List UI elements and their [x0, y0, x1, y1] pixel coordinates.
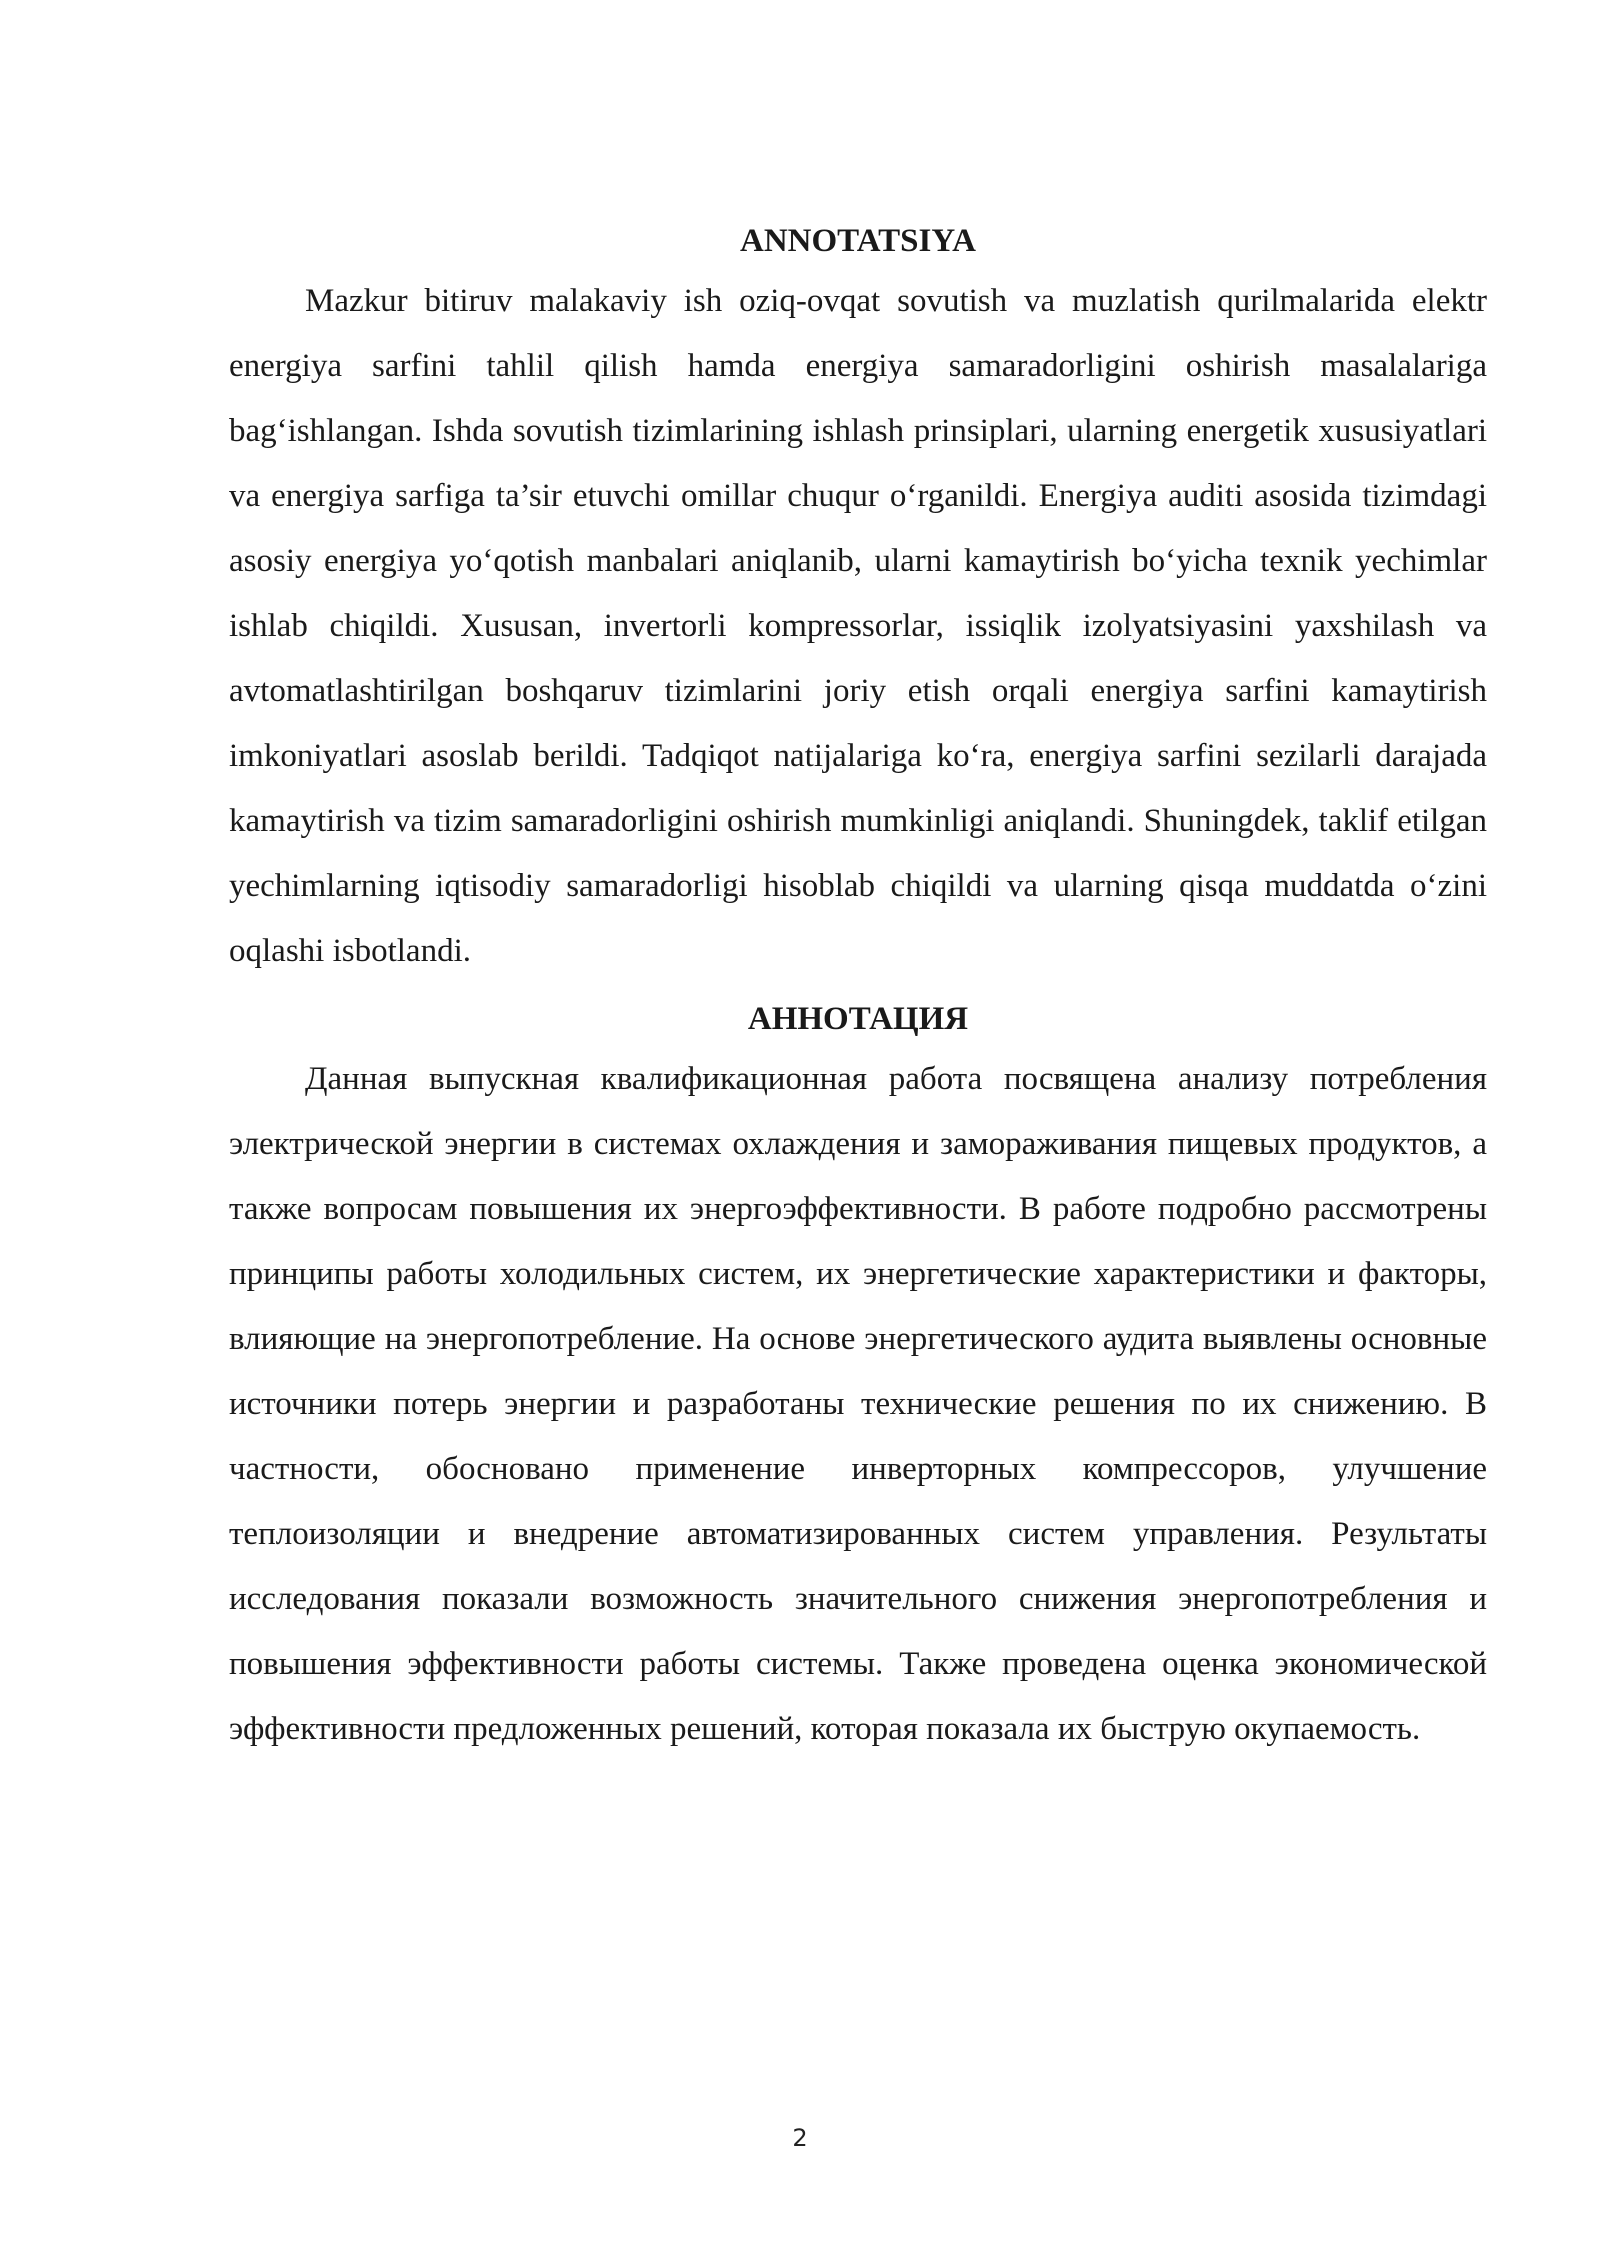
section-body-annotatsiya: Mazkur bitiruv malakaviy ish oziq-ovqat sovutish va muzlatish qurilmalarida elektr energiya sarfini tahlil qilish hamda energiya samaradorligini oshirish masalalariga bag‘ishlangan. Ishda sovutish tizimlarining ishlash prinsiplari, ularning energetik xususiyatlari va energiya sarfiga ta’sir etuvchi omillar chuqur o‘rganildi. Energiya auditi asosida tizimdagi asosiy energiya yo‘qotish manbalari aniqlanib, ularni kamaytirish bo‘yicha texnik yechimlar ishlab chiqildi. Xususan, invertorli kompressorlar, issiqlik izolyatsiyasini yaxshilash va avtomatlashtirilgan boshqaruv tizimlarini joriy etish orqali energiya sarfini kamaytirish imkoniyatlari asoslab berildi. Tadqiqot natijalariga ko‘ra, energiya sarfini sezilarli darajada kamaytirish va tizim samaradorligini oshirish mumkinligi aniqlandi. Shuningdek, taklif etilgan yechimlarning iqtisodiy samaradorligi hisoblab chiqildi va ularning qisqa muddatda o‘zini oqlashi isbotlandi.: [229, 283, 1487, 969]
page-number: 2: [792, 2124, 808, 2152]
section-body-annotatsiya-russian: Данная выпускная квалификационная работа посвящена анализу потребления электрической энергии в системах охлаждения и замораживания пищевых продуктов, а также вопросам повышения их энергоэффективности. В работе подробно рассмотрены принципы работы холодильных систем, их энергетические характеристики и факторы, влияющие на энергопотребление. На основе энергетического аудита выявлены основные источники потерь энергии и разработаны технические решения по их снижению. В частности, обосновано применение инверторных компрессоров, улучшение теплоизоляции и внедрение автоматизированных систем управления. Результаты исследования показали возможность значительного снижения энергопотребления и повышения эффективности работы системы. Также проведена оценка экономической эффективности предложенных решений, которая показала их быструю окупаемость.: [229, 1061, 1487, 1747]
section-title-annotatsiya: ANNOTATSIYA: [740, 223, 976, 259]
page-content: [229, 214, 1487, 1762]
section-title-annotatsiya-russian: АННОТАЦИЯ: [747, 1001, 969, 1037]
section-spacer: [229, 984, 1487, 992]
